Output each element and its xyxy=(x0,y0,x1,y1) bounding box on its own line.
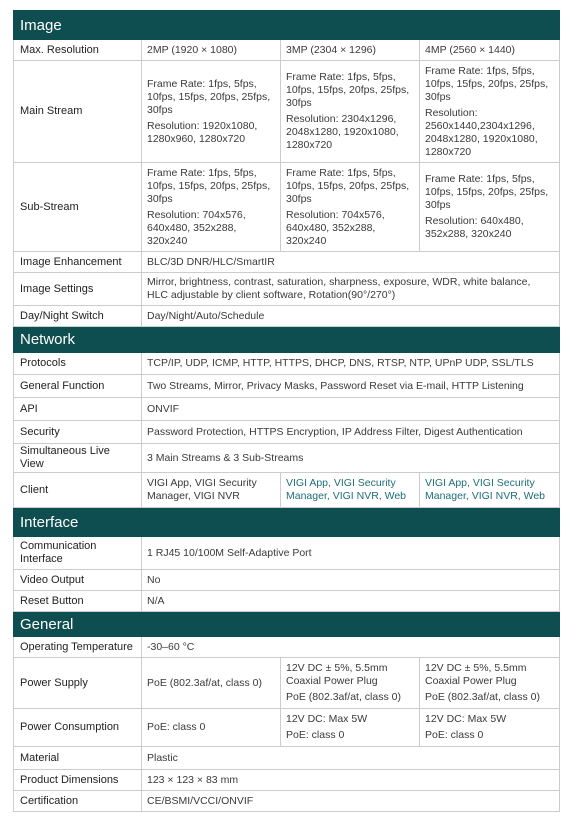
cell-value xyxy=(281,163,420,252)
cell-value xyxy=(420,709,560,747)
poe-power-text: PoE (802.3af/at, class 0) xyxy=(286,691,401,703)
frame-rate-text: Frame Rate: 1fps, 5fps, 10fps, 15fps, 20fps, 25fps, 30fps xyxy=(147,77,271,116)
cell-value: 1 RJ45 10/100M Self-Adaptive Port xyxy=(142,537,560,570)
section-title: General xyxy=(14,612,560,637)
cell-value xyxy=(420,61,560,163)
row-label: Power Supply xyxy=(14,658,142,709)
cell-value: VIGI App, VIGI Security Manager, VIGI NVR xyxy=(142,473,281,508)
cell-value: CE/BSMI/VCCI/ONVIF xyxy=(142,791,560,812)
row-power-supply xyxy=(14,658,560,709)
frame-rate-text: Frame Rate: 1fps, 5fps, 10fps, 15fps, 20fps, 25fps, 30fps xyxy=(425,64,549,103)
cell-value: Plastic xyxy=(142,747,560,770)
dc-power-text: 12V DC ± 5%, 5.5mm Coaxial Power Plug xyxy=(425,662,527,687)
row-communication-interface xyxy=(14,537,560,570)
row-label: Security xyxy=(14,421,142,444)
row-label: API xyxy=(14,398,142,421)
row-image-enhancement xyxy=(14,252,560,273)
section-header-general xyxy=(14,612,560,637)
resolution-text: Resolution: 1920x1080, 1280x960, 1280x720 xyxy=(147,119,258,145)
row-label: Day/Night Switch xyxy=(14,306,142,327)
row-material xyxy=(14,747,560,770)
section-title: Interface xyxy=(14,508,560,537)
row-label: Client xyxy=(14,473,142,508)
row-day-night-switch xyxy=(14,306,560,327)
row-max-resolution xyxy=(14,40,560,61)
cell-value: VIGI App, VIGI Security Manager, VIGI NVR, Web xyxy=(420,473,560,508)
section-header-interface xyxy=(14,508,560,537)
row-image-settings xyxy=(14,273,560,306)
row-main-stream xyxy=(14,61,560,163)
row-operating-temperature xyxy=(14,637,560,658)
cell-value: No xyxy=(142,570,560,591)
dc-consumption-text: 12V DC: Max 5W xyxy=(425,713,507,725)
row-simultaneous-live-view xyxy=(14,444,560,473)
row-label: General Function xyxy=(14,375,142,398)
row-label: Image Enhancement xyxy=(14,252,142,273)
cell-value: PoE: class 0 xyxy=(142,709,281,747)
row-label: Operating Temperature xyxy=(14,637,142,658)
row-label: Simultaneous Live View xyxy=(14,444,142,473)
row-protocols xyxy=(14,353,560,375)
row-api xyxy=(14,398,560,421)
cell-value xyxy=(142,61,281,163)
poe-power-text: PoE (802.3af/at, class 0) xyxy=(425,691,540,703)
cell-value: 3 Main Streams & 3 Sub-Streams xyxy=(142,444,560,473)
row-video-output xyxy=(14,570,560,591)
row-label: Main Stream xyxy=(14,61,142,163)
cell-value xyxy=(281,658,420,709)
dc-power-text: 12V DC ± 5%, 5.5mm Coaxial Power Plug xyxy=(286,662,388,687)
row-sub-stream xyxy=(14,163,560,252)
section-header-network xyxy=(14,327,560,353)
resolution-text: Resolution: 2304x1296, 2048x1280, 1920x1080, 1280x720 xyxy=(286,113,399,151)
row-label: Protocols xyxy=(14,353,142,375)
row-label: Video Output xyxy=(14,570,142,591)
row-client xyxy=(14,473,560,508)
spec-table xyxy=(13,10,560,812)
row-label: Communication Interface xyxy=(14,537,142,570)
resolution-text: Resolution: 2560x1440,2304x1296, 2048x1280, 1920x1080, 1280x720 xyxy=(425,106,538,158)
cell-value: ONVIF xyxy=(142,398,560,421)
cell-value: -30–60 °C xyxy=(142,637,560,658)
row-reset-button xyxy=(14,591,560,612)
frame-rate-text: Frame Rate: 1fps, 5fps, 10fps, 15fps, 20fps, 25fps, 30fps xyxy=(286,166,410,205)
cell-value xyxy=(281,61,420,163)
resolution-text: Resolution: 704x576, 640x480, 352x288, 320x240 xyxy=(147,208,246,247)
row-label: Power Consumption xyxy=(14,709,142,747)
cell-value: PoE (802.3af/at, class 0) xyxy=(142,658,281,709)
cell-value: VIGI App, VIGI Security Manager, VIGI NVR, Web xyxy=(281,473,420,508)
cell-value xyxy=(420,163,560,252)
row-label: Image Settings xyxy=(14,273,142,306)
cell-value: Password Protection, HTTPS Encryption, IP Address Filter, Digest Authentication xyxy=(142,421,560,444)
row-label: Certification xyxy=(14,791,142,812)
row-certification xyxy=(14,791,560,812)
cell-value: 123 × 123 × 83 mm xyxy=(142,770,560,791)
poe-consumption-text: PoE: class 0 xyxy=(286,729,345,741)
dc-consumption-text: 12V DC: Max 5W xyxy=(286,713,368,725)
cell-value: TCP/IP, UDP, ICMP, HTTP, HTTPS, DHCP, DNS, RTSP, NTP, UPnP UDP, SSL/TLS xyxy=(142,353,560,375)
resolution-text: Resolution: 704x576, 640x480, 352x288, 320x240 xyxy=(286,208,385,247)
frame-rate-text: Frame Rate: 1fps, 5fps, 10fps, 15fps, 20fps, 25fps, 30fps xyxy=(425,173,549,211)
row-label: Material xyxy=(14,747,142,770)
cell-value xyxy=(420,658,560,709)
cell-value: BLC/3D DNR/HLC/SmartIR xyxy=(142,252,560,273)
row-general-function xyxy=(14,375,560,398)
section-header-image xyxy=(14,11,560,40)
resolution-text: Resolution: 640x480, 352x288, 320x240 xyxy=(425,215,524,240)
frame-rate-text: Frame Rate: 1fps, 5fps, 10fps, 15fps, 20fps, 25fps, 30fps xyxy=(147,166,271,205)
cell-value: 4MP (2560 × 1440) xyxy=(420,40,560,61)
cell-value: Day/Night/Auto/Schedule xyxy=(142,306,560,327)
row-label: Max. Resolution xyxy=(14,40,142,61)
row-label: Sub-Stream xyxy=(14,163,142,252)
cell-value: N/A xyxy=(142,591,560,612)
cell-value: Mirror, brightness, contrast, saturation, sharpness, exposure, WDR, white balance, HLC adjustable by client software, Rotation(90°/270°) xyxy=(142,273,560,306)
cell-value xyxy=(281,709,420,747)
cell-value xyxy=(142,163,281,252)
frame-rate-text: Frame Rate: 1fps, 5fps, 10fps, 15fps, 20fps, 25fps, 30fps xyxy=(286,71,410,109)
cell-value: 3MP (2304 × 1296) xyxy=(281,40,420,61)
row-label: Reset Button xyxy=(14,591,142,612)
row-security xyxy=(14,421,560,444)
section-title: Image xyxy=(14,11,560,40)
poe-consumption-text: PoE: class 0 xyxy=(425,729,484,741)
section-title: Network xyxy=(14,327,560,353)
row-product-dimensions xyxy=(14,770,560,791)
cell-value: Two Streams, Mirror, Privacy Masks, Password Reset via E-mail, HTTP Listening xyxy=(142,375,560,398)
row-label: Product Dimensions xyxy=(14,770,142,791)
cell-value: 2MP (1920 × 1080) xyxy=(142,40,281,61)
row-power-consumption xyxy=(14,709,560,747)
